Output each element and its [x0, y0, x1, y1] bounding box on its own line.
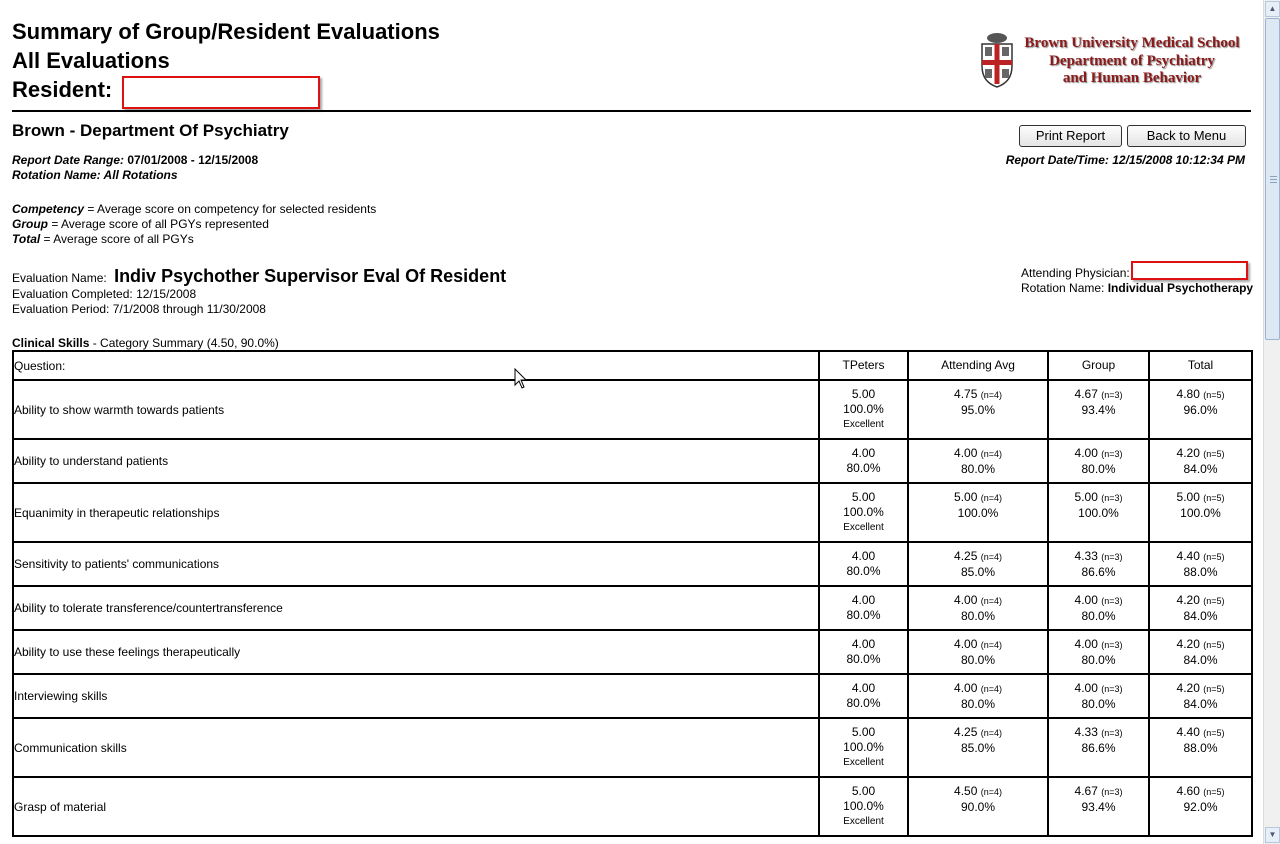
total-score: 4.40 [1176, 724, 1200, 739]
group-percent: 100.0% [1078, 505, 1119, 520]
category-heading [12, 336, 279, 350]
print-report-button[interactable]: Print Report [1019, 125, 1122, 147]
group-score: 5.00 [1074, 489, 1098, 504]
attending-percent: 85.0% [960, 564, 996, 579]
attending-avg-cell [908, 483, 1048, 542]
category-name: Clinical Skills [12, 336, 90, 350]
attending-physician-redacted [1131, 261, 1248, 280]
resident-percent: 80.0% [846, 696, 881, 710]
attending-percent: 80.0% [960, 652, 996, 667]
attending-percent: 90.0% [960, 799, 996, 814]
table-row [13, 777, 1252, 836]
category-summary: - Category Summary (4.50, 90.0%) [89, 336, 279, 350]
attending-avg-cell [908, 777, 1048, 836]
group-percent: 86.6% [1081, 740, 1116, 755]
resident-percent: 100.0% [843, 505, 884, 519]
attending-avg-cell [908, 586, 1048, 630]
legend-desc: = Average score of all PGYs represented [48, 217, 269, 231]
attending-n: (n=4) [980, 492, 1002, 503]
group-n: (n=3) [1101, 389, 1123, 400]
table-row [13, 586, 1252, 630]
col-question: Question: [13, 351, 819, 380]
attending-score: 4.00 [954, 445, 978, 460]
attending-score: 5.00 [954, 489, 978, 504]
group-percent: 80.0% [1081, 696, 1116, 711]
total-cell [1149, 630, 1252, 674]
attending-n: (n=4) [980, 551, 1002, 562]
rotation-value: Individual Psychotherapy [1107, 281, 1254, 295]
group-n: (n=3) [1101, 595, 1123, 606]
attending-n: (n=4) [980, 727, 1002, 738]
legend-desc: = Average score of all PGYs [40, 232, 194, 246]
total-score: 5.00 [1176, 489, 1200, 504]
group-n: (n=3) [1101, 448, 1123, 459]
resident-score-cell [819, 630, 908, 674]
col-resident: TPeters [819, 351, 908, 380]
total-score: 4.80 [1176, 386, 1200, 401]
resident-score: 5.00 [851, 784, 876, 798]
group-score: 4.33 [1074, 548, 1098, 563]
total-cell [1149, 483, 1252, 542]
group-score: 4.33 [1074, 724, 1098, 739]
attending-avg-cell [908, 674, 1048, 718]
attending-score: 4.25 [954, 724, 978, 739]
total-percent: 88.0% [1183, 564, 1218, 579]
scroll-up-icon[interactable]: ▲ [1265, 1, 1280, 17]
question-cell: Interviewing skills [13, 674, 819, 718]
page-title: Summary of Group/Resident Evaluations [12, 19, 440, 44]
evaluation-table [12, 350, 1253, 837]
total-n: (n=5) [1203, 551, 1225, 562]
group-n: (n=3) [1101, 639, 1123, 650]
resident-rating-label: Excellent [843, 816, 884, 827]
question-cell: Ability to use these feelings therapeutically [13, 630, 819, 674]
resident-score: 5.00 [851, 490, 876, 504]
table-row [13, 542, 1252, 586]
attending-avg-cell [908, 380, 1048, 439]
resident-score-cell [819, 674, 908, 718]
attending-avg-cell [908, 439, 1048, 483]
logo-line-1: Brown University Medical School [1024, 35, 1240, 51]
group-cell [1048, 380, 1149, 439]
total-n: (n=5) [1203, 786, 1225, 797]
total-n: (n=5) [1203, 639, 1225, 650]
total-n: (n=5) [1203, 727, 1225, 738]
resident-label: Resident: [12, 77, 113, 102]
total-percent: 96.0% [1183, 402, 1218, 417]
table-row [13, 380, 1252, 439]
group-n: (n=3) [1101, 727, 1123, 738]
report-datetime: Report Date/Time: 12/15/2008 10:12:34 PM [1005, 153, 1245, 167]
resident-score-cell [819, 439, 908, 483]
attending-score: 4.50 [954, 783, 978, 798]
attending-avg-cell [908, 630, 1048, 674]
total-percent: 100.0% [1180, 505, 1221, 520]
group-percent: 80.0% [1081, 461, 1116, 476]
group-score: 4.67 [1074, 783, 1098, 798]
group-n: (n=3) [1101, 551, 1123, 562]
group-percent: 80.0% [1081, 608, 1116, 623]
resident-score-cell [819, 542, 908, 586]
attending-score: 4.00 [954, 636, 978, 651]
group-cell [1048, 674, 1149, 718]
resident-score: 4.00 [851, 593, 876, 607]
resident-score: 4.00 [851, 681, 876, 695]
total-n: (n=5) [1203, 595, 1225, 606]
resident-rating-label: Excellent [843, 522, 884, 533]
total-cell [1149, 777, 1252, 836]
date-range-value: 07/01/2008 - 12/15/2008 [127, 153, 259, 167]
resident-score: 4.00 [851, 446, 876, 460]
resident-rating-label: Excellent [843, 419, 884, 430]
legend-competency [12, 202, 376, 216]
col-total: Total [1149, 351, 1252, 380]
evaluation-name-row [12, 266, 506, 287]
attending-percent: 95.0% [960, 402, 996, 417]
group-score: 4.00 [1074, 636, 1098, 651]
total-n: (n=5) [1203, 492, 1225, 503]
group-score: 4.00 [1074, 445, 1098, 460]
back-to-menu-button[interactable]: Back to Menu [1127, 125, 1246, 147]
attending-score: 4.00 [954, 680, 978, 695]
group-cell [1048, 586, 1149, 630]
total-score: 4.40 [1176, 548, 1200, 563]
legend-term: Competency [12, 202, 85, 216]
mouse-cursor-icon [514, 368, 528, 390]
resident-percent: 80.0% [846, 461, 881, 475]
evaluation-period: Evaluation Period: 7/1/2008 through 11/30/2008 [12, 302, 266, 316]
legend-total [12, 232, 194, 246]
group-cell [1048, 542, 1149, 586]
department-title: Brown - Department Of Psychiatry [12, 121, 289, 140]
total-score: 4.20 [1176, 445, 1200, 460]
total-score: 4.60 [1176, 783, 1200, 798]
date-range-label: Report Date Range: [12, 153, 125, 167]
group-percent: 93.4% [1081, 402, 1116, 417]
resident-score: 5.00 [851, 725, 876, 739]
resident-score-cell [819, 483, 908, 542]
report-date-range [12, 153, 258, 167]
attending-avg-cell [908, 718, 1048, 777]
rotation-row [1021, 281, 1253, 295]
evaluation-completed: Evaluation Completed: 12/15/2008 [12, 287, 197, 301]
attending-score: 4.75 [954, 386, 978, 401]
total-percent: 84.0% [1183, 696, 1218, 711]
resident-percent: 100.0% [843, 402, 884, 416]
group-cell [1048, 439, 1149, 483]
group-score: 4.67 [1074, 386, 1098, 401]
total-percent: 84.0% [1183, 461, 1218, 476]
question-cell: Ability to show warmth towards patients [13, 380, 819, 439]
col-group: Group [1048, 351, 1149, 380]
resident-score: 4.00 [851, 637, 876, 651]
scroll-down-icon[interactable]: ▼ [1265, 827, 1280, 843]
total-cell [1149, 542, 1252, 586]
attending-score: 4.25 [954, 548, 978, 563]
group-cell [1048, 718, 1149, 777]
attending-n: (n=4) [980, 448, 1002, 459]
total-percent: 88.0% [1183, 740, 1218, 755]
question-cell: Ability to understand patients [13, 439, 819, 483]
total-n: (n=5) [1203, 448, 1225, 459]
group-cell [1048, 777, 1149, 836]
attending-n: (n=4) [980, 786, 1002, 797]
group-cell [1048, 483, 1149, 542]
total-cell [1149, 718, 1252, 777]
attending-percent: 80.0% [960, 461, 996, 476]
vertical-scrollbar[interactable] [1263, 0, 1280, 844]
resident-percent: 80.0% [846, 564, 881, 578]
evaluation-name-label: Evaluation Name: [12, 271, 107, 285]
resident-rating-label: Excellent [843, 757, 884, 768]
attending-n: (n=4) [980, 389, 1002, 400]
evaluation-name: Indiv Psychother Supervisor Eval Of Resident [114, 266, 507, 286]
table-row [13, 718, 1252, 777]
resident-percent: 80.0% [846, 608, 881, 622]
group-score: 4.00 [1074, 680, 1098, 695]
group-percent: 93.4% [1081, 799, 1116, 814]
attending-score: 4.00 [954, 592, 978, 607]
resident-score: 4.00 [851, 549, 876, 563]
brown-logo [980, 32, 1250, 90]
table-header-row [13, 351, 1252, 380]
scrollbar-thumb[interactable] [1265, 18, 1280, 340]
total-percent: 92.0% [1183, 799, 1218, 814]
total-score: 4.20 [1176, 636, 1200, 651]
table-row [13, 439, 1252, 483]
group-cell [1048, 630, 1149, 674]
resident-name-redacted [122, 76, 320, 109]
total-percent: 84.0% [1183, 652, 1218, 667]
total-cell [1149, 674, 1252, 718]
question-cell: Sensitivity to patients' communications [13, 542, 819, 586]
rotation-name-all: Rotation Name: All Rotations [12, 168, 178, 182]
group-n: (n=3) [1101, 683, 1123, 694]
total-cell [1149, 586, 1252, 630]
total-n: (n=5) [1203, 389, 1225, 400]
attending-percent: 100.0% [957, 505, 999, 520]
group-n: (n=3) [1101, 786, 1123, 797]
resident-score-cell [819, 777, 908, 836]
logo-line-3: and Human Behavior [1062, 70, 1202, 86]
shield-icon [980, 32, 1014, 88]
attending-percent: 80.0% [960, 696, 996, 711]
attending-percent: 85.0% [960, 740, 996, 755]
col-attending-avg: Attending Avg [908, 351, 1048, 380]
table-row [13, 483, 1252, 542]
header-divider [12, 110, 1251, 112]
total-cell [1149, 380, 1252, 439]
table-row [13, 674, 1252, 718]
group-percent: 86.6% [1081, 564, 1116, 579]
resident-percent: 100.0% [843, 799, 884, 813]
resident-score: 5.00 [851, 387, 876, 401]
resident-score-cell [819, 380, 908, 439]
total-score: 4.20 [1176, 680, 1200, 695]
attending-n: (n=4) [980, 683, 1002, 694]
attending-n: (n=4) [980, 639, 1002, 650]
attending-n: (n=4) [980, 595, 1002, 606]
legend-desc: = Average score on competency for selected residents [84, 202, 377, 216]
question-cell: Communication skills [13, 718, 819, 777]
total-cell [1149, 439, 1252, 483]
attending-physician-label: Attending Physician: [1021, 266, 1130, 280]
group-score: 4.00 [1074, 592, 1098, 607]
resident-score-cell [819, 586, 908, 630]
legend-term: Group [12, 217, 48, 231]
resident-percent: 100.0% [843, 740, 884, 754]
group-n: (n=3) [1101, 492, 1123, 503]
total-n: (n=5) [1203, 683, 1225, 694]
table-row [13, 630, 1252, 674]
question-cell: Ability to tolerate transference/countertransference [13, 586, 819, 630]
page-subtitle: All Evaluations [12, 48, 170, 73]
attending-avg-cell [908, 542, 1048, 586]
resident-score-cell [819, 718, 908, 777]
total-score: 4.20 [1176, 592, 1200, 607]
legend-group [12, 217, 269, 231]
resident-percent: 80.0% [846, 652, 881, 666]
total-percent: 84.0% [1183, 608, 1218, 623]
rotation-label: Rotation Name: [1021, 281, 1105, 295]
group-percent: 80.0% [1081, 652, 1116, 667]
legend-term: Total [12, 232, 41, 246]
question-cell: Grasp of material [13, 777, 819, 836]
logo-line-2: Department of Psychiatry [1049, 53, 1215, 69]
question-cell: Equanimity in therapeutic relationships [13, 483, 819, 542]
attending-percent: 80.0% [960, 608, 996, 623]
